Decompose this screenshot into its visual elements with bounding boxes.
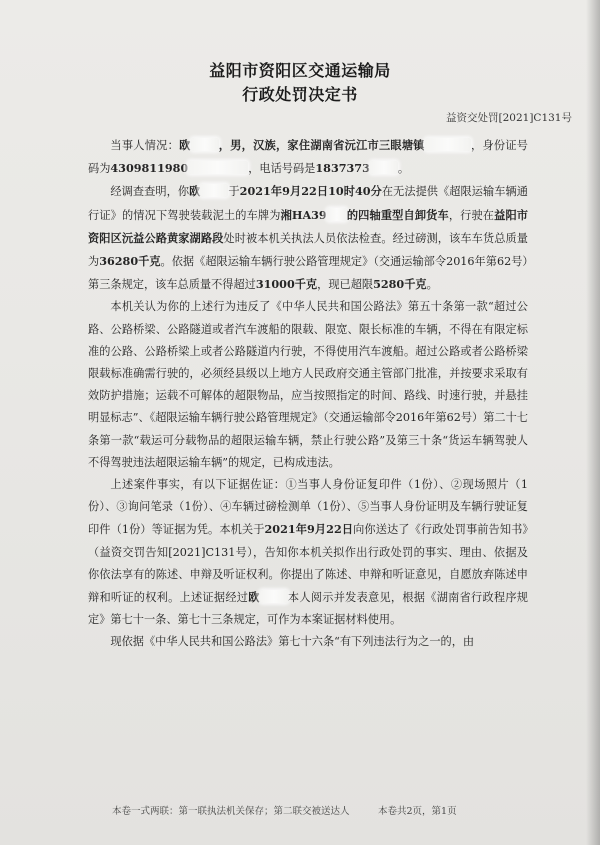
footer-copy-note: 本卷一式两联：第一联执法机关保存；第二联交被送达人 (112, 806, 350, 817)
decision-paragraph: 现依据《中华人民共和国公路法》第七十六条“有下列违法行为之一的，由 (110, 635, 475, 649)
footer-page-number: 本卷共2页，第1页 (378, 806, 457, 817)
page-edge-shadow (586, 0, 600, 845)
document-title-type: 行政处罚决定书 (242, 85, 358, 104)
redaction-mark (200, 184, 228, 197)
document-title-agency: 益阳市资阳区交通运输局 (209, 61, 391, 80)
evidence-paragraph: 上述案件事实，有以下证据佐证：①当事人身份证复印件（1份）、②现场照片（1份）、③询问笔录（1份）、④车辆过磅检测单（1份）、⑤当事人身份证明及车辆行驶证复印件（1份）等证据为凭。本机关于2021年9月22日向你送达了《行政处罚事前告知书》（益资交罚告知[2021]C131号），告知你本机关拟作出行政处罚的事实、理由、依据及你依法享有的陈述、申辩及听证权利。你提出了陈述、申辩和听证意见，自愿放弃陈述申辩和听证的权利。上述证据经过欧 本人阅示并发表意见，根据《湖南省行政程序规定》第七十一条、第七十三条规定，可作为本案证据材料使用。 (88, 478, 528, 627)
redaction-mark (425, 138, 471, 151)
redaction-mark (188, 161, 248, 174)
document-number: 益资交处罚[2021]C131号 (446, 112, 572, 124)
investigation-paragraph: 经调查查明，你欧 于2021年9月22日10时40分在无法提供《超限运输车辆通行证》的情况下驾驶装载泥土的车牌为湘HA39 的四轴重型自卸货车，行驶在益阳市资阳区沅益公路黄家湖路段处时被本机关执法人员依法检查。经过磅测，该车车货总质量为36280千克。依据《超限运输车辆行驶公路管理规定》（交通运输部令2016年第62号）第三条规定，该车总质量不得超过31000千克，现已超限5280千克。 (88, 184, 528, 292)
redaction-mark (370, 161, 398, 174)
party-info-paragraph: 当事人情况：欧 ，男，汉族，家住湖南省沅江市三眼塘镇 ，身份证号码为4309811980 ，电话号码是1837373 。 (88, 138, 528, 176)
legal-opinion-paragraph: 本机关认为你的上述行为违反了《中华人民共和国公路法》第五十条第一款“超过公路、公路桥梁、公路隧道或者汽车渡船的限载、限宽、限长标准的车辆，不得在有限定标准的公路、公路桥梁上或者公路隧道内行驶，不得使用汽车渡船。超过公路或者公路桥梁限载标准确需行驶的，必须经县级以上地方人民政府交通主管部门批准，并按要求采取有效防护措施；运载不可解体的超限物品，应当按照指定的时间、路线、时速行驶，并悬挂明显标志”、《超限运输车辆行驶公路管理规定》（交通运输部令2016年第62号）第二十七条第一款“载运可分载物品的超限运输车辆，禁止行驶公路”及第三十条“货运车辆驾驶人不得驾驶违法超限运输车辆”的规定，已构成违法。 (88, 300, 528, 469)
redaction-mark (191, 138, 219, 151)
document-body (88, 134, 528, 654)
redaction-mark (327, 208, 347, 221)
redaction-mark (260, 590, 288, 603)
